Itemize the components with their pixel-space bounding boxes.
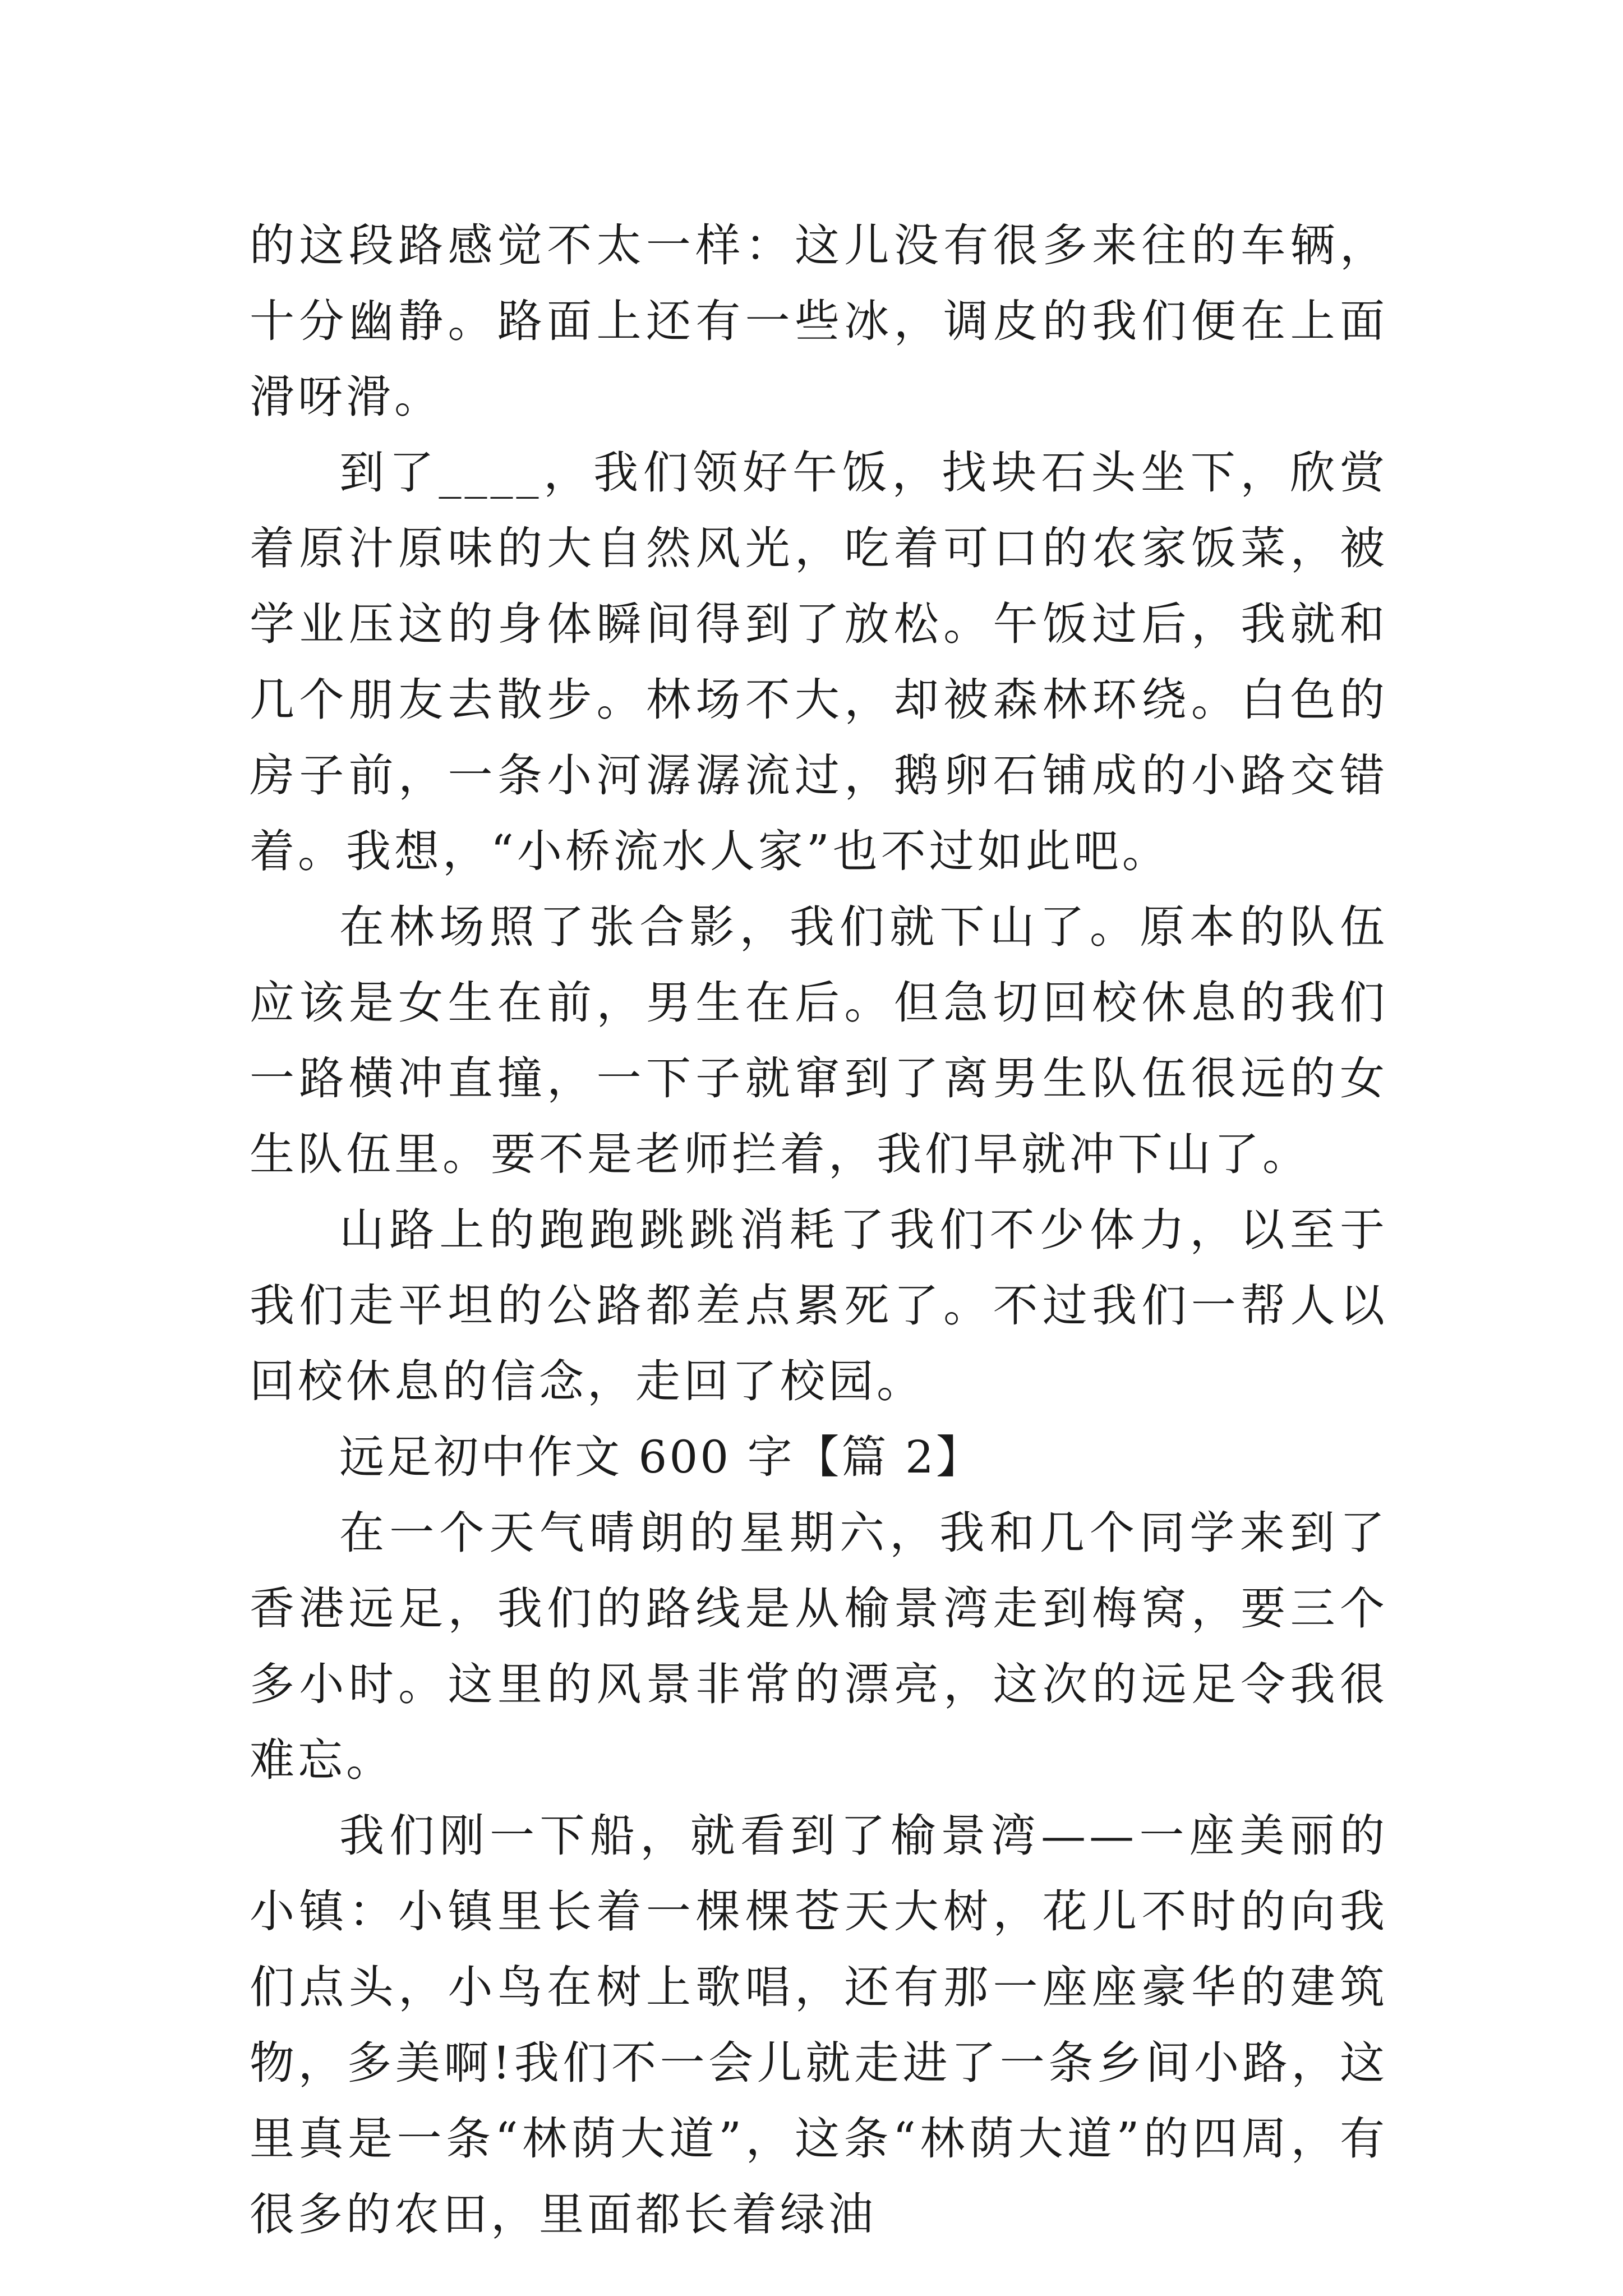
paragraph-3: 在林场照了张合影，我们就下山了。原本的队伍应该是女生在前，男生在后。但急切回校休息的我们一路横冲直撞，一下子就窜到了离男生队伍很远的女生队伍里。要不是老师拦着，我们早就冲下山了。 (250, 901, 1388, 1180)
section-heading: 远足初中作文 600 字【篇 2】 (339, 1431, 983, 1483)
paragraph-5: 在一个天气晴朗的星期六，我和几个同学来到了香港远足，我们的路线是从榆景湾走到梅窝，要三个多小时。这里的风景非常的漂亮，这次的远足令我很难忘。 (250, 1507, 1388, 1786)
essay-body (250, 208, 1388, 2252)
paragraph-4: 山路上的跑跑跳跳消耗了我们不少体力，以至于我们走平坦的公路都差点累死了。不过我们一帮人以回校休息的信念，走回了校园。 (250, 1204, 1388, 1407)
paragraph-6: 我们刚一下船，就看到了榆景湾——一座美丽的小镇：小镇里长着一棵棵苍天大树，花儿不时的向我们点头，小鸟在树上歌唱，还有那一座座豪华的建筑物，多美啊!我们不一会儿就走进了一条乡间小路，这里真是一条“林荫大道”，这条“林荫大道”的四周，有很多的农田，里面都长着绿油 (250, 1810, 1388, 2240)
paragraph-1: 的这段路感觉不太一样：这儿没有很多来往的车辆，十分幽静。路面上还有一些冰，调皮的我们便在上面滑呀滑。 (250, 219, 1388, 423)
paragraph-2: 到了____，我们领好午饭，找块石头坐下，欣赏着原汁原味的大自然风光，吃着可口的农家饭菜，被学业压这的身体瞬间得到了放松。午饭过后，我就和几个朋友去散步。林场不大，却被森林环绕。白色的房子前，一条小河潺潺流过，鹅卵石铺成的小路交错着。我想，“小桥流水人家”也不过如此吧。 (250, 447, 1388, 877)
